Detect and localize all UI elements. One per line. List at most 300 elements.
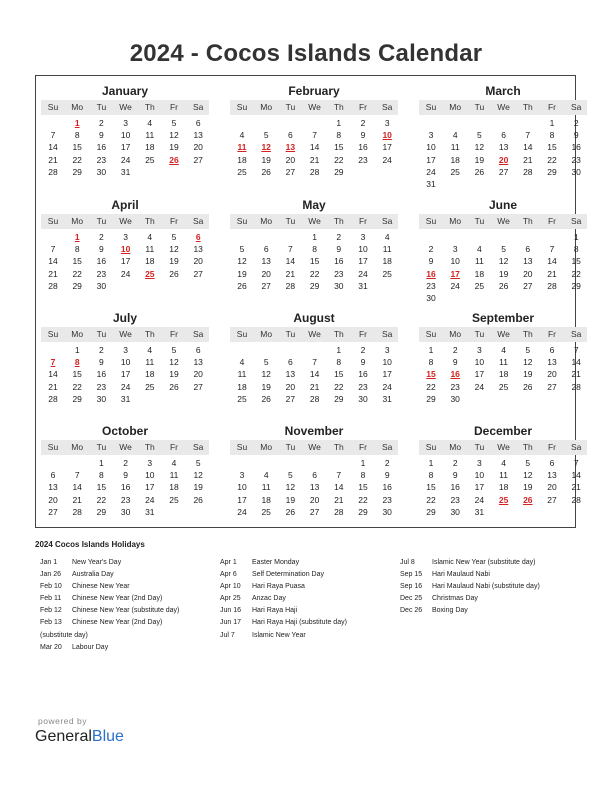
calendar-day: 21 xyxy=(571,369,581,380)
holiday-date: Apr 25 xyxy=(220,595,241,603)
weekday-label: Sa xyxy=(570,102,582,112)
calendar-day: 31 xyxy=(120,166,131,177)
calendar-day: 23 xyxy=(358,381,368,392)
calendar-day: 13 xyxy=(523,256,533,267)
calendar-day: 15 xyxy=(72,142,82,153)
calendar-day: 27 xyxy=(261,280,271,291)
calendar-day: 11 xyxy=(145,357,155,368)
calendar-day: 10 xyxy=(474,357,485,368)
calendar-day: 10 xyxy=(120,130,131,141)
calendar-day: 18 xyxy=(382,256,392,267)
calendar-day: 9 xyxy=(336,244,342,255)
calendar-day: 4 xyxy=(501,345,506,355)
weekday-label: Th xyxy=(144,216,155,226)
month-name: October xyxy=(101,424,148,438)
calendar-day: 25 xyxy=(474,280,485,291)
holiday-name: Australia Day xyxy=(72,571,114,579)
calendar-day: 17 xyxy=(474,482,485,493)
calendar-day: 4 xyxy=(501,458,506,468)
month-name: April xyxy=(111,198,139,212)
calendar-day: 27 xyxy=(193,268,203,279)
calendar-day: 14 xyxy=(309,142,320,153)
holiday-date: Dec 25 xyxy=(400,595,423,603)
calendar-day: 30 xyxy=(96,166,107,177)
weekday-label: Tu xyxy=(285,329,296,339)
calendar-day: 17 xyxy=(474,369,485,380)
calendar-day: 24 xyxy=(120,268,131,279)
calendar-day: 12 xyxy=(261,369,271,380)
holiday-name: Christmas Day xyxy=(432,595,478,603)
calendar-day: 13 xyxy=(547,357,557,368)
calendar-day: 29 xyxy=(334,166,344,177)
weekday-label: Tu xyxy=(474,216,485,226)
calendar-day: 15 xyxy=(426,482,436,493)
calendar-day: 26 xyxy=(523,381,533,392)
calendar-day: 16 xyxy=(96,142,107,153)
logo-general-text: General xyxy=(35,728,92,745)
month-name: December xyxy=(473,424,533,438)
calendar-day: 22 xyxy=(547,154,557,165)
calendar-day: 15 xyxy=(96,482,107,493)
weekday-label: Th xyxy=(522,102,533,112)
calendar-day: 20 xyxy=(48,494,58,505)
calendar-day: 1 xyxy=(336,118,342,128)
weekday-label: Tu xyxy=(96,442,107,452)
calendar-day: 2 xyxy=(336,232,342,242)
weekday-label: Th xyxy=(333,216,344,226)
calendar-day: 1 xyxy=(312,232,317,242)
calendar-day: 6 xyxy=(288,357,293,368)
calendar-day: 9 xyxy=(573,130,579,141)
calendar-day: 14 xyxy=(334,482,344,493)
calendar-day: 30 xyxy=(571,166,581,177)
calendar-day: 21 xyxy=(285,268,296,279)
calendar-day: 8 xyxy=(74,130,80,141)
calendar-day: 23 xyxy=(334,268,344,279)
weekday-label: Fr xyxy=(358,442,368,452)
calendar-day: 22 xyxy=(334,381,344,392)
calendar-day: 20 xyxy=(193,256,203,267)
month-name: June xyxy=(488,198,517,212)
calendar-day: 21 xyxy=(334,494,344,505)
calendar-day: 13 xyxy=(193,357,203,368)
calendar-day: 19 xyxy=(169,369,179,380)
calendar-day: 24 xyxy=(426,166,436,177)
calendar-day: 27 xyxy=(498,166,509,177)
calendar-day: 8 xyxy=(360,470,366,481)
weekday-label: Su xyxy=(425,442,437,452)
calendar-day: 29 xyxy=(426,506,436,517)
calendar-day: 1 xyxy=(428,458,434,468)
calendar-day: 2 xyxy=(452,458,458,468)
calendar-day: 25 xyxy=(450,166,460,177)
calendar-day: 8 xyxy=(312,244,317,255)
holiday-day: 1 xyxy=(74,232,80,242)
holiday-date: Apr 6 xyxy=(220,571,237,579)
calendar-day: 22 xyxy=(334,154,344,165)
holiday-day: 6 xyxy=(195,232,201,242)
calendar-day: 30 xyxy=(334,280,344,291)
holiday-date: Feb 13 xyxy=(40,619,62,627)
holiday-name: Self Determination Day xyxy=(252,571,324,579)
holiday-day: 26 xyxy=(523,494,533,505)
calendar-day: 28 xyxy=(523,166,533,177)
calendar-day: 8 xyxy=(74,244,80,255)
calendar-day: 16 xyxy=(382,482,392,493)
calendar-day: 14 xyxy=(547,256,557,267)
calendar-day: 24 xyxy=(145,494,155,505)
calendar-day: 15 xyxy=(72,256,82,267)
holiday-name: Hari Raya Haji (substitute day) xyxy=(252,619,347,627)
calendar-day: 29 xyxy=(426,393,436,404)
calendar-day: 15 xyxy=(334,369,344,380)
calendar-day: 5 xyxy=(263,130,269,141)
calendar-day: 3 xyxy=(360,232,366,242)
calendar-day: 25 xyxy=(145,154,155,165)
weekday-label: Tu xyxy=(474,329,485,339)
calendar-day: 3 xyxy=(147,458,153,468)
calendar-day: 3 xyxy=(428,130,434,141)
calendar-day: 10 xyxy=(382,357,392,368)
holiday-name: Islamic New Year xyxy=(252,631,306,639)
calendar-day: 14 xyxy=(48,369,58,380)
calendar-day: 28 xyxy=(309,166,320,177)
calendar-day: 29 xyxy=(547,166,557,177)
weekday-label: Mo xyxy=(449,329,462,339)
weekday-label: Th xyxy=(333,442,344,452)
calendar-day: 27 xyxy=(547,381,557,392)
holiday-date: Apr 10 xyxy=(220,583,241,591)
calendar-day: 28 xyxy=(334,506,344,517)
calendar-day: 17 xyxy=(358,256,368,267)
calendar-day: 25 xyxy=(237,166,247,177)
calendar-day: 3 xyxy=(123,232,128,242)
calendar-day: 15 xyxy=(309,256,320,267)
calendar-day: 18 xyxy=(145,256,155,267)
calendar-day: 16 xyxy=(334,256,344,267)
weekday-label: Su xyxy=(236,216,248,226)
holiday-day: 8 xyxy=(74,357,80,368)
calendar-day: 15 xyxy=(334,142,344,153)
calendar-day: 21 xyxy=(72,494,82,505)
calendar-day: 14 xyxy=(285,256,296,267)
weekday-label: Su xyxy=(47,102,59,112)
calendar-day: 4 xyxy=(171,458,177,468)
calendar-day: 7 xyxy=(288,244,293,255)
weekday-label: We xyxy=(308,216,321,226)
calendar-day: 3 xyxy=(123,345,128,355)
calendar-day: 31 xyxy=(145,506,155,517)
weekday-header xyxy=(230,440,398,455)
holiday-day: 20 xyxy=(498,154,509,165)
holiday-date: Jul 7 xyxy=(220,631,235,639)
weekday-label: Sa xyxy=(381,216,393,226)
calendar-day: 7 xyxy=(312,357,317,368)
weekday-header xyxy=(230,100,398,115)
calendar-day: 12 xyxy=(169,244,179,255)
weekday-label: We xyxy=(497,329,510,339)
month-name: May xyxy=(302,198,326,212)
calendar-day: 26 xyxy=(169,381,179,392)
holiday-day: 11 xyxy=(237,142,247,153)
calendar-day: 29 xyxy=(334,393,344,404)
weekday-header xyxy=(230,327,398,342)
calendar-day: 11 xyxy=(169,470,179,481)
holiday-day: 26 xyxy=(169,154,179,165)
calendar-day: 6 xyxy=(288,130,293,141)
calendar-day: 31 xyxy=(358,280,368,291)
calendar-day: 20 xyxy=(309,494,320,505)
calendar-day: 4 xyxy=(239,130,245,141)
calendar-day: 9 xyxy=(452,470,458,481)
page-title: 2024 - Cocos Islands Calendar xyxy=(129,40,483,67)
calendar-day: 8 xyxy=(549,130,555,141)
calendar-day: 24 xyxy=(120,154,131,165)
calendar-day: 23 xyxy=(96,154,107,165)
holiday-date: Dec 26 xyxy=(400,607,423,615)
month-name: November xyxy=(284,424,344,438)
calendar-day: 22 xyxy=(96,494,107,505)
calendar-day: 27 xyxy=(193,381,203,392)
calendar-day: 18 xyxy=(498,482,509,493)
calendar-day: 5 xyxy=(171,118,177,128)
generalblue-logo[interactable] xyxy=(35,728,124,746)
calendar-day: 1 xyxy=(99,458,104,468)
calendar-day: 24 xyxy=(474,494,485,505)
calendar-day: 11 xyxy=(145,244,155,255)
calendar-day: 2 xyxy=(428,244,434,255)
calendar-day: 17 xyxy=(120,256,131,267)
weekday-label: Mo xyxy=(260,329,273,339)
weekday-header xyxy=(41,214,209,229)
weekday-label: We xyxy=(497,102,510,112)
weekday-label: Fr xyxy=(358,216,368,226)
weekday-label: Mo xyxy=(449,102,462,112)
calendar-day: 21 xyxy=(309,381,320,392)
weekday-label: Fr xyxy=(169,102,179,112)
weekday-label: Tu xyxy=(96,102,107,112)
calendar-day: 26 xyxy=(261,393,271,404)
calendar-day: 21 xyxy=(571,482,581,493)
calendar-day: 2 xyxy=(99,345,104,355)
calendar-day: 26 xyxy=(498,280,509,291)
calendar-day: 31 xyxy=(382,393,392,404)
calendar-day: 24 xyxy=(358,268,368,279)
holiday-date: Feb 12 xyxy=(40,607,62,615)
holiday-name: New Year's Day xyxy=(72,559,122,566)
calendar-grid xyxy=(35,75,582,528)
weekday-label: Sa xyxy=(570,442,582,452)
calendar-day: 25 xyxy=(382,268,392,279)
calendar-day: 22 xyxy=(72,268,82,279)
calendar-day: 27 xyxy=(309,506,320,517)
holiday-name: Easter Monday xyxy=(252,559,300,566)
calendar-day: 30 xyxy=(426,293,436,303)
weekday-label: Sa xyxy=(381,442,393,452)
weekday-label: Fr xyxy=(169,216,179,226)
calendar-day: 18 xyxy=(169,482,179,493)
calendar-day: 4 xyxy=(452,130,458,141)
weekday-label: Sa xyxy=(381,329,393,339)
weekday-label: Tu xyxy=(285,442,296,452)
calendar-day: 6 xyxy=(549,345,555,355)
month-name: January xyxy=(101,84,149,98)
holiday-day: 12 xyxy=(261,142,271,153)
holiday-day: 25 xyxy=(145,268,155,279)
weekday-label: Tu xyxy=(96,329,107,339)
holiday-day: 1 xyxy=(74,118,80,128)
calendar-day: 29 xyxy=(72,166,82,177)
calendar-day: 23 xyxy=(426,280,436,291)
calendar-day: 2 xyxy=(384,458,390,468)
weekday-label: Tu xyxy=(474,442,485,452)
weekday-label: Th xyxy=(144,102,155,112)
calendar-day: 3 xyxy=(477,345,482,355)
calendar-day: 19 xyxy=(237,268,247,279)
calendar-day: 1 xyxy=(336,345,342,355)
calendar-day: 20 xyxy=(547,482,557,493)
calendar-day: 5 xyxy=(525,458,531,468)
calendar-day: 12 xyxy=(498,256,509,267)
calendar-day: 5 xyxy=(525,345,531,355)
weekday-label: We xyxy=(119,329,132,339)
calendar-day: 6 xyxy=(501,130,506,141)
calendar-day: 21 xyxy=(523,154,533,165)
weekday-label: Fr xyxy=(547,442,557,452)
holiday-date: Sep 15 xyxy=(400,571,423,579)
calendar-day: 16 xyxy=(96,256,107,267)
weekday-label: Th xyxy=(333,329,344,339)
calendar-day: 8 xyxy=(573,244,579,255)
calendar-day: 7 xyxy=(50,130,56,141)
weekday-label: Su xyxy=(47,329,59,339)
calendar-day: 16 xyxy=(571,142,581,153)
calendar-day: 17 xyxy=(120,142,131,153)
holiday-date: Sep 16 xyxy=(400,583,423,591)
calendar-day: 18 xyxy=(261,494,271,505)
calendar-day: 16 xyxy=(96,369,107,380)
calendar-day: 4 xyxy=(147,232,153,242)
holiday-name: Hari Raya Haji xyxy=(252,607,298,615)
calendar-day: 9 xyxy=(360,357,366,368)
calendar-day: 9 xyxy=(360,130,366,141)
calendar-day: 17 xyxy=(382,369,392,380)
holiday-date: Jul 8 xyxy=(400,559,415,566)
calendar-day: 13 xyxy=(48,482,58,493)
calendar-day: 7 xyxy=(573,458,579,468)
calendar-day: 29 xyxy=(72,393,82,404)
calendar-day: 6 xyxy=(549,458,555,468)
weekday-header xyxy=(419,440,587,455)
calendar-day: 15 xyxy=(547,142,557,153)
calendar-day: 28 xyxy=(285,280,296,291)
month-name: March xyxy=(485,84,521,98)
weekday-label: We xyxy=(308,442,321,452)
holiday-name: Chinese New Year (2nd Day) xyxy=(72,595,163,603)
weekday-label: Su xyxy=(236,329,248,339)
calendar-day: 20 xyxy=(261,268,271,279)
calendar-day: 5 xyxy=(288,470,293,481)
calendar-day: 28 xyxy=(547,280,557,291)
weekday-label: Mo xyxy=(449,216,462,226)
holiday-day: 7 xyxy=(50,357,56,368)
calendar-day: 11 xyxy=(145,130,155,141)
calendar-day: 13 xyxy=(309,482,320,493)
weekday-label: Tu xyxy=(285,216,296,226)
holiday-date: Jun 17 xyxy=(220,619,242,627)
weekday-label: We xyxy=(497,442,510,452)
calendar-day: 2 xyxy=(452,345,458,355)
calendar-day: 11 xyxy=(450,142,460,153)
weekday-label: Tu xyxy=(474,102,485,112)
calendar-day: 29 xyxy=(571,280,581,291)
calendar-day: 7 xyxy=(573,345,579,355)
calendar-day: 31 xyxy=(474,506,485,517)
holiday-day: 13 xyxy=(285,142,296,153)
weekday-label: Sa xyxy=(192,102,204,112)
holiday-name: Hari Maulaud Nabi (substitute day) xyxy=(432,583,540,591)
calendar-day: 10 xyxy=(426,142,436,153)
calendar-day: 30 xyxy=(382,506,392,517)
calendar-day: 6 xyxy=(312,470,317,481)
weekday-header xyxy=(41,440,209,455)
calendar-day: 24 xyxy=(474,381,485,392)
calendar-day: 7 xyxy=(74,470,80,481)
calendar-day: 28 xyxy=(309,393,320,404)
calendar-day: 26 xyxy=(474,166,485,177)
calendar-day: 10 xyxy=(450,256,460,267)
weekday-header xyxy=(419,214,587,229)
month-name: August xyxy=(293,311,335,325)
weekday-label: We xyxy=(308,102,321,112)
calendar-day: 9 xyxy=(384,470,390,481)
weekday-label: Th xyxy=(144,329,155,339)
logo-blue-text: Blue xyxy=(91,728,124,745)
weekday-label: Mo xyxy=(260,442,273,452)
holiday-date: Jun 16 xyxy=(220,607,242,615)
holiday-date: Feb 10 xyxy=(40,583,62,591)
weekday-label: Su xyxy=(236,102,248,112)
weekday-label: Tu xyxy=(96,216,107,226)
holiday-name: Islamic New Year (substitute day) xyxy=(432,559,536,566)
weekday-label: Sa xyxy=(192,216,204,226)
weekday-label: Tu xyxy=(285,102,296,112)
holiday-day: 10 xyxy=(382,130,392,141)
calendar-day: 19 xyxy=(285,494,296,505)
calendar-day: 14 xyxy=(571,470,581,481)
weekday-label: Fr xyxy=(358,102,368,112)
weekday-header xyxy=(419,100,587,115)
calendar-day: 4 xyxy=(263,470,269,481)
calendar-day: 3 xyxy=(477,458,482,468)
holiday-date: Feb 11 xyxy=(40,595,62,603)
calendar-day: 13 xyxy=(193,130,203,141)
weekday-label: Su xyxy=(47,216,59,226)
calendar-day: 23 xyxy=(358,154,368,165)
calendar-day: 3 xyxy=(123,118,128,128)
calendar-day: 22 xyxy=(358,494,368,505)
calendar-day: 17 xyxy=(426,154,436,165)
calendar-day: 28 xyxy=(48,166,58,177)
calendar-day: 23 xyxy=(120,494,131,505)
calendar-day: 20 xyxy=(285,154,296,165)
calendar-day: 18 xyxy=(498,369,509,380)
weekday-label: Sa xyxy=(381,102,393,112)
calendar-day: 2 xyxy=(360,118,366,128)
calendar-day: 4 xyxy=(239,357,245,368)
weekday-label: Fr xyxy=(547,102,557,112)
calendar-day: 18 xyxy=(145,369,155,380)
